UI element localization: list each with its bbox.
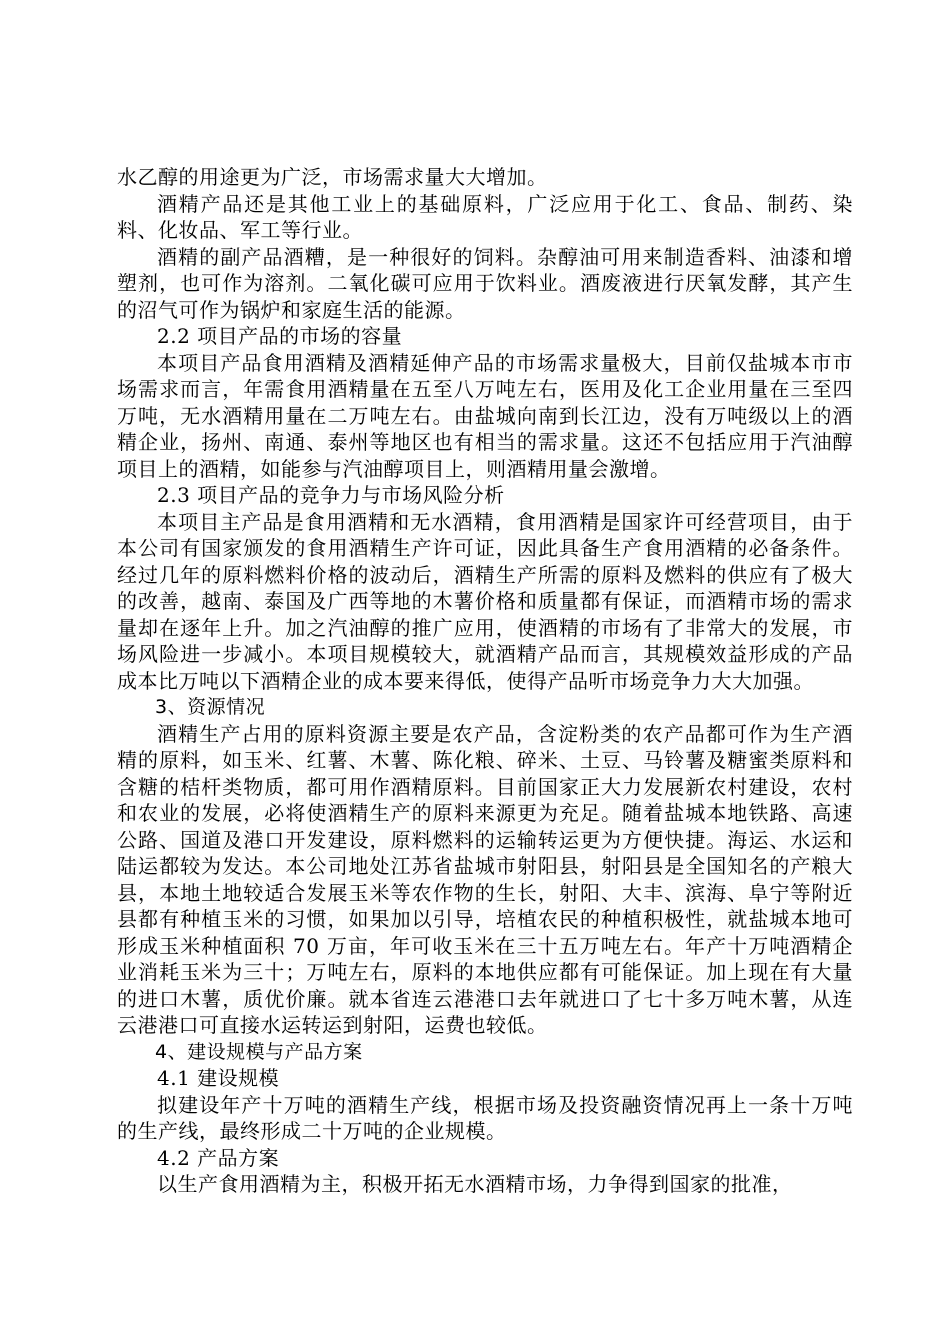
paragraph-2-2: 本项目产品食用酒精及酒精延伸产品的市场需求量极大，目前仅盐城本市市场需求而言，年需食用酒精量在五至八万吨左右，医用及化工企业用量在三至四万吨，无水酒精用量在二万吨左右。由盐城向南到长江边，没有万吨级以上的酒精企业，扬州、南通、泰州等地区也有相当的需求量。这还不包括应用于汽油醇项目上的酒精，如能参与汽油醇项目上，则酒精用量会激增。 <box>117 350 853 481</box>
paragraph-byproduct: 酒精的副产品酒糟，是一种很好的饲料。杂醇油可用来制造香料、油漆和增塑剂，也可作为溶剂。二氧化碳可应用于饮料业。酒废液进行厌氧发酵，其产生的沼气可作为锅炉和家庭生活的能源。 <box>117 244 853 322</box>
heading-4: 4、建设规模与产品方案 <box>155 1040 363 1063</box>
heading-2-3: 2.3 项目产品的竞争力与市场风险分析 <box>157 483 505 507</box>
paragraph-3: 酒精生产占用的原料资源主要是农产品，含淀粉类的农产品都可作为生产酒精的原料，如玉米、红薯、木薯、陈化粮、碎米、土豆、马铃薯及糖蜜类原料和含糖的桔杆类物质，都可用作酒精原料。目前国家正大力发展新农村建设，农村和农业的发展，必将使酒精生产的原料来源更为充足。随着盐城本地铁路、高速公路、国道及港口开发建设，原料燃料的运输转运更为方便快捷。海运、水运和陆运都较为发达。本公司地处江苏省盐城市射阳县，射阳县是全国知名的产粮大县，本地土地较适合发展玉米等农作物的生长，射阳、大丰、滨海、阜宁等附近县都有种植玉米的习惯，如果加以引导，培植农民的种植积极性，就盐城本地可形成玉米种植面积 70 万亩，年可收玉米在三十五万吨左右。年产十万吨酒精企业消耗玉米为三十；万吨左右，原料的本地供应都有可能保证。加上现在有大量的进口木薯，质优价廉。就本省连云港港口去年就进口了七十多万吨木薯，从连云港港口可直接水运转运到射阳，运费也较低。 <box>117 721 853 1037</box>
heading-2-2: 2.2 项目产品的市场的容量 <box>157 324 403 348</box>
paragraph-raw-material: 酒精产品还是其他工业上的基础原料，广泛应用于化工、食品、制药、染料、化妆品、军工等行业。 <box>117 191 853 242</box>
paragraph-intro: 水乙醇的用途更为广泛，市场需求量大大增加。 <box>117 165 548 189</box>
paragraph-2-3: 本项目主产品是食用酒精和无水酒精，食用酒精是国家许可经营项目，由于本公司有国家颁发的食用酒精生产许可证，因此具备生产食用酒精的必备条件。经过几年的原料燃料价格的波动后，酒精生产所需的原料及燃料的供应有了极大的改善，越南、泰国及广西等地的木薯价格和质量都有保证，而酒精市场的需求量却在逐年上升。加之汽油醇的推广应用，使酒精的市场有了非常大的发展，市场风险进一步减小。本项目规模较大，就酒精产品而言，其规模效益形成的产品成本比万吨以下酒精企业的成本要来得低，使得产品听市场竞争力大大加强。 <box>117 509 853 693</box>
document-page <box>117 164 853 1198</box>
paragraph-4-1: 拟建设年产十万吨的酒精生产线，根据市场及投资融资情况再上一条十万吨的生产线，最终形成二十万吨的企业规模。 <box>117 1092 853 1143</box>
heading-4-1: 4.1 建设规模 <box>157 1066 280 1090</box>
heading-3: 3、资源情况 <box>155 696 266 718</box>
paragraph-4-2: 以生产食用酒精为主，积极开拓无水酒精市场，力争得到国家的批准， <box>157 1172 793 1196</box>
heading-4-2: 4.2 产品方案 <box>157 1145 280 1170</box>
